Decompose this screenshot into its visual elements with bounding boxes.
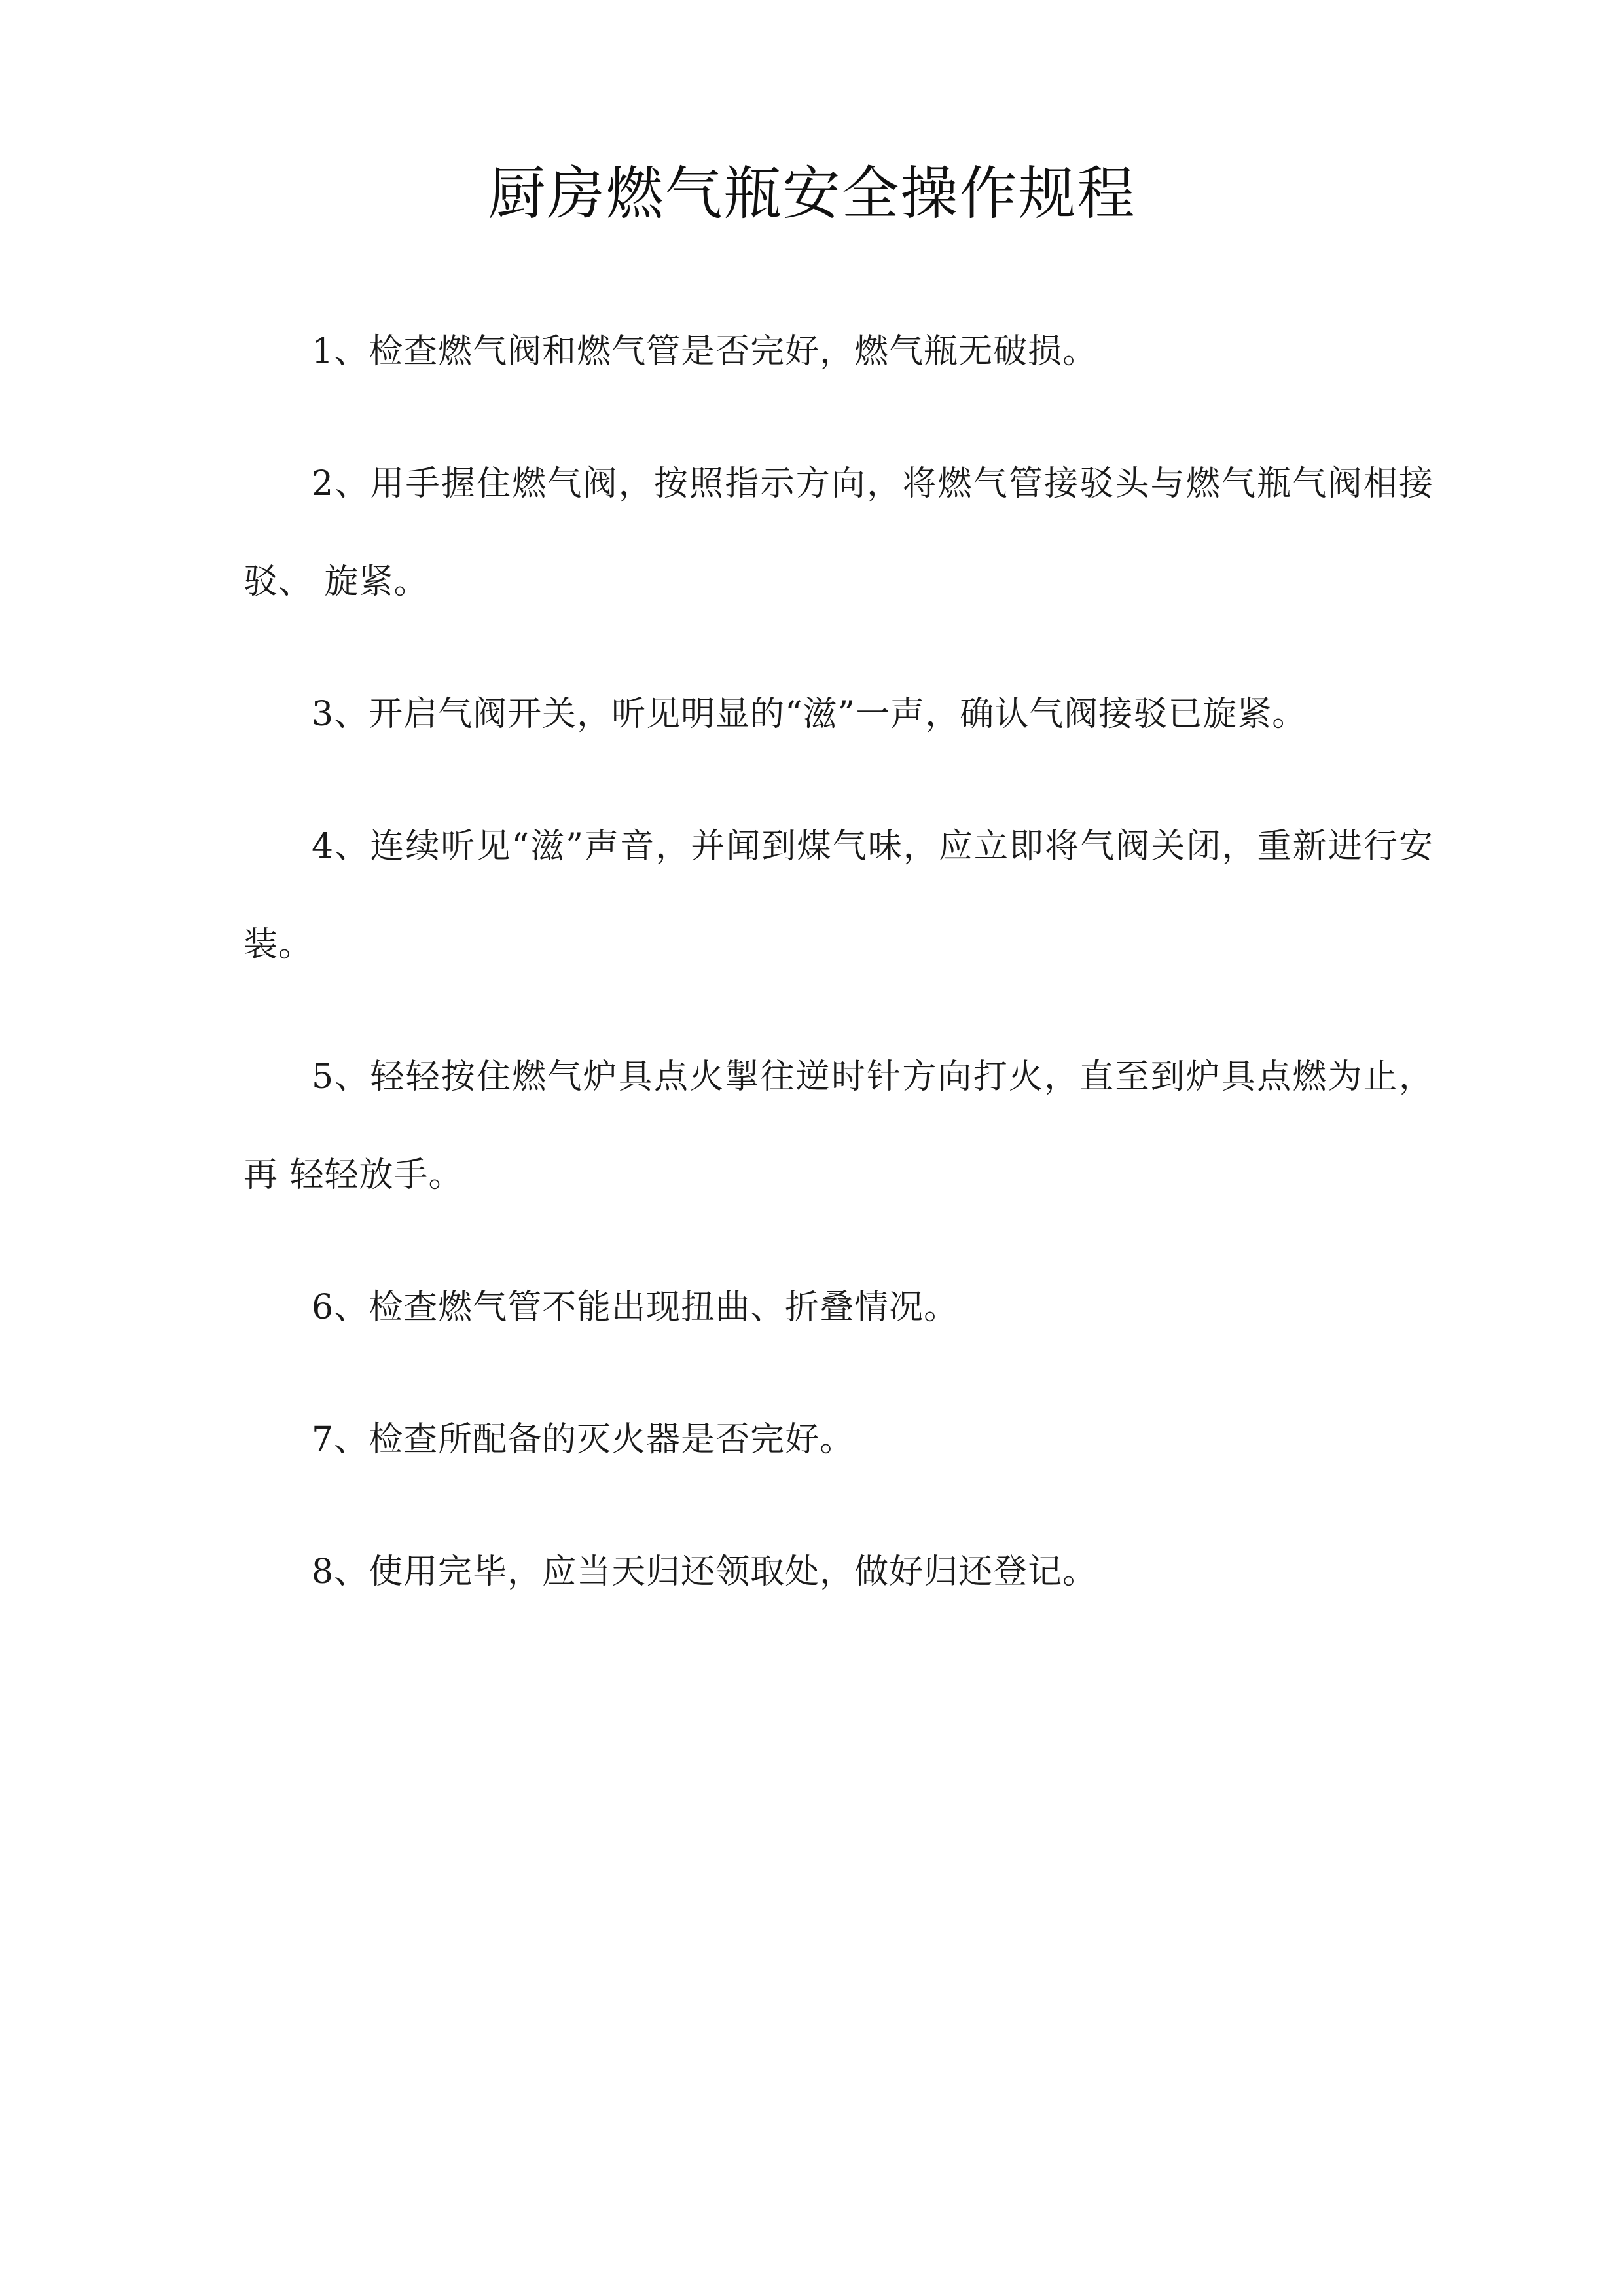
rule-item-8: 8、使用完毕，应当天归还领取处，做好归还登记。 (312, 1552, 1098, 1592)
rules-list (244, 302, 1434, 1621)
rule-item-5: 5、轻轻按住燃气炉具点火掣往逆时针方向打火，直至到炉具点燃为止，再 轻轻放手。 (244, 1057, 1434, 1195)
document-title: 厨房燃气瓶安全操作规程 (488, 160, 1136, 227)
rule-item-2: 2、用手握住燃气阀，按照指示方向，将燃气管接驳头与燃气瓶气阀相接驳、 旋紧。 (244, 464, 1434, 602)
rule-item-4: 4、连续听见“滋”声音，并闻到煤气味，应立即将气阀关闭，重新进行安装。 (244, 827, 1434, 964)
rule-item-3: 3、开启气阀开关，听见明显的“滋”一声，确认气阀接驳已旋紧。 (312, 695, 1307, 734)
rule-item-6: 6、检查燃气管不能出现扭曲、折叠情况。 (312, 1288, 959, 1327)
rule-item-7: 7、检查所配备的灭火器是否完好。 (312, 1420, 855, 1459)
rule-item-1: 1、检查燃气阀和燃气管是否完好，燃气瓶无破损。 (312, 332, 1098, 371)
